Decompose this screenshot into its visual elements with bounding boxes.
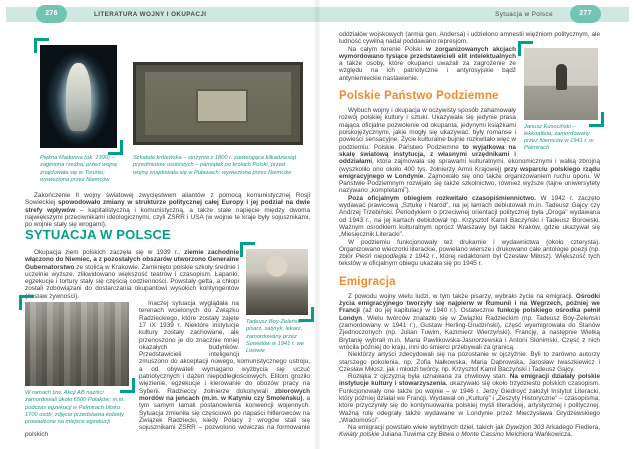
corner-bracket-icon: [299, 307, 314, 322]
corner-bracket-icon: [240, 242, 255, 257]
paragraph: Inaczej sytuacja wyglądała na terenach wcielonych do Związku Radzieckiego, które zostały zajęte 17 IX 1939 r. Niektóre instytucje kultury zostały zachowane, ale przenoszono je do znacznie mniej okazałych budynków. Przedstawicieli inteligencji zmuszono do akceptacji nowego, komunistycznego ustroju, a od obywateli wymagano wyzbycia się uczuć patriotycznych i dążeń niepodległościowych. Elitom groziło więzienie, egzekucje i kierowanie do obozów pracy na Syberii. Radzieccy żołnierze dokonywali zbiorowych mordów na jeńcach (m.in. w Katyniu czy Smoleńsku), a tym samym łamali postanowienia konwencji wojennych. Sytuacja zmieniła się częściowo po napaści hitlerowców na Związek Radziecki, kiedy Polacy z wrogów stali się sojusznikami ZSRR – pozwolono wówczas na formowanie polskich: [25, 300, 310, 439]
akcja-ab-photo: [25, 302, 129, 386]
page-number-badge-left: 276: [36, 5, 67, 23]
page-seam: [313, 0, 321, 449]
boy-zelenski-photo: [246, 249, 308, 315]
corner-bracket-icon: [34, 38, 49, 53]
intro-paragraph: [25, 192, 310, 228]
page-number-badge-right: 277: [570, 5, 601, 23]
szkatula-caption: Szkatuła królewska – skrzynia z 1800 r. zawierająca kilkadziesiąt przedmiotów osobistych – pamiątek po królach Polski, przed wojną znajdowała się w Puławach; wywieziona przez Niemców: [133, 155, 297, 176]
paragraph: Rozłąka z ojczyzną była uznawana za chwilowy stan. Na emigracji działały polskie instytucje kultury i stowarzyszenia, ukazywało się około trzydziestu polskich czasopism. Funkcjonowały one także po wojnie – w 1946 r. Jerzy Giedroyć założył Instytut Literacki, który później działał we Francji. Wydawał on „Kulturę” i „Zeszyty Historyczne” – czasopisma, które przyczyniły się do kontynuowania polskiej myśli literackiej, artystycznej i politycznej. Ważną rolę odegrały także wydawane w Londynie przez Mieczysława Grydzewskiego „Wiadomości”.: [339, 373, 601, 424]
right-page-text: [339, 31, 600, 439]
figure-kusocinski: [524, 48, 600, 153]
paragraph: Na całym terenie Polski w zorganizowanych akcjach wymordowano tysiące przedstawicieli elit intelektualnych a także osoby, które okupanci uważali za zagrożenie ze względu na ich patriotyczne i antyrosyjskie bądź antyniemieckie nastawienie.: [339, 45, 516, 82]
akcja-ab-caption: W ramach tzw. Akcji AB naziści zamordowali około 6500 Polaków; m.in. podczas egzekucji w Palmirach blisko 1700 osób; zdjęcie przedstawia kobiety prowadzone na miejsce egzekucji: [25, 390, 125, 426]
section-heading-sytuacja: SYTUACJA W POLSCE: [25, 227, 171, 242]
paragraph: Z powodu wojny wielu ludzi, w tym także pisarzy, wybrało życie na emigracji. Ośrodki życia emigracyjnego tworzyły się najpierw w Rumunii i na Węgrzech, później we Francji (aż do jej kapitulacji w 1940 r.). Ostatecznie funkcję polskiego ośrodka pełnił Londyn. Wielu twórców znalazło się w Związku Radzieckim (np. Tadeusz Boy-Żeleński (zamordowany w 1941 r.), Gustaw Herling-Grudziński), część wyemigrowała do Stanów Zjednoczonych (np. Julian Tuwim, Kazimierz Wierzyński). Francję, a następnie Wielką Brytanię wybrali m.in. Maria Pawlikowska-Jasnorzewska i Antoni Słonimski. Część z nich wróciła później do kraju, inni do śmierci przebywali za granicą.: [339, 292, 600, 351]
paragraph: oddziałów wojskowych (armia gen. Andersa) i udzielono amnestii więźniom politycznym, ale ludność cywilną nadal poddawano represjom.: [339, 31, 600, 46]
paragraph: Na emigracji powstało wiele wybitnych dzieł, takich jak Dywizjon 303 Arkadego Fiedlera, Kwiaty polskie Juliana Tuwima czy Bitwa o Monte Cassino Melchiora Wańkowicza.: [339, 424, 600, 439]
page-276: [0, 0, 317, 449]
paragraph: Niektórzy artyści zdecydowali się na pozostanie w ojczyźnie. Byli to zarówno autorzy starszego pokolenia, np. Zofia Nałkowska, Maria Dąbrowska, Jarosław Iwaszkiewicz i Czesław Miłosz, jak i młodzi twórcy, np. Krzysztof Kamil Baczyński i Tadeusz Gajcy.: [339, 351, 600, 373]
kusocinski-caption: Janusz Kusociński – lekkoatleta, zamordowany przez Niemców w 1941 r. w Palmirach: [524, 123, 594, 152]
szkatula-photo: [133, 62, 303, 145]
madonna-caption: Piękna Madonna (ok. 1390) – zaginiona rzeźba, przed wojną znajdowała się w Toruniu; wywieziona przez Niemców: [40, 155, 117, 183]
paragraph: W podziemiu funkcjonowały też drukarnie i wydawnictwa (około czterysta). Organizowano wieczorki literackie, powielano wiersze i drukowano całe antologie poezji (np. zbiór Pieśń niepodległa z 1942 r., której redaktorem był Czesław Miłosz). Większość tych tekstów w oficjalnym obiegu ukazała się po 1945 r.: [339, 238, 600, 268]
corner-bracket-icon: [19, 295, 34, 310]
corner-bracket-icon: [518, 41, 533, 56]
paragraph: Wybuch wojny i okupacja w oczywisty sposób zahamowały rozwój polskiej kultury i sztuki. Ukazywała się jedynie prasa mająca oficjalne pozwolenie od okupanta, jedynymi książkami polskojęzycznymi, jakie mogły się ukazywać, były romanse i powieści sensacyjne. Życie kulturalne bujnie rozkwitało więc w podziemiu. Polskie Państwo Podziemne to wyjątkowa na skalę światową instytucja, z własnymi urzędnikami i oddziałami, która zajmowała się sprawami kulturalnymi, ekonomicznymi i walką zbrojną (wyszkoliło ono około 400 tys. żołnierzy Armii Krajowej) przy wsparciu polskiego rządu emigracyjnego w Londynie. Zajmowało się ono także organizowaniem ruchu oporu. W Państwie Podziemnym rozwijało się także szkolnictwo, również wyższe (tajne uniwersytety nazywano „kompletami”).: [339, 107, 600, 195]
section-heading-emigracja: Emigracja: [339, 275, 396, 288]
paragraph: Zakończenie II wojny światowej zwycięstwem aliantów z pomocą komunistycznej Rosji Sowieckiej spowodowało zmiany w strukturze politycznej całej Europy i jej podział na dwie strefy wpływów – kapitalistyczną i komunistyczną, a także stałe napięcie między dwoma największymi przeciwnikami ideologicznymi, czyli ZSRR i USA (w wojnie te kraje były sojusznikami, po wojnie stały się wrogami).: [25, 192, 310, 229]
boy-zelenski-caption: Tadeusz Boy-Żeleński – pisarz, satyryk, lekarz, zamordowany przez Sowietów w 1941 r. we Lwowie: [246, 319, 307, 355]
running-header: Sytuacja w Polsce: [495, 11, 553, 18]
corner-bracket-icon: [589, 112, 604, 127]
figure-akcja-ab: [25, 302, 131, 426]
section-heading-podziemne: Polskie Państwo Podziemne: [339, 90, 499, 103]
figure-boy-zelenski: [246, 249, 310, 355]
corner-bracket-icon: [108, 140, 123, 155]
kusocinski-photo: [524, 48, 598, 120]
figure-madonna: [40, 45, 117, 184]
left-page-text: [25, 249, 310, 439]
page-277: [317, 0, 635, 449]
figure-szkatula: [133, 62, 303, 177]
madonna-photo: [40, 45, 117, 148]
corner-bracket-icon: [120, 378, 135, 393]
paragraph: Poza oficjalnym obiegiem rozkwitało czasopiśmiennictwo. W 1942 r. zaczęto wydawać prawicową „Sztukę i Naród”, na jej łamach debiutowali m.in. Tadeusz Gajcy czy Andrzej Trzebiński. Periodykiem o przeciwnej orientacji politycznej była „Droga” wydawana od 1943 r., na jej kartach debiutował np. Krzysztof Kamil Baczyński i Tadeusz Borowski. Ważnym ośrodkiem kulturalnym oprócz Warszawy był także Kraków, gdzie ukazywał się „Miesięcznik Literacki”.: [339, 194, 600, 239]
chapter-title: LITERATURA WOJNY I OKUPACJI: [94, 11, 207, 18]
paragraph: Okupacja ziem polskich zaczęła się w 1939 r., ziemie zachodnie włączono do Niemiec, a z pozostałych obszarów utworzono Generalne Gubernatorstwo ze stolicą w Krakowie. Zamknięto polskie szkoły średnie i uczelnie wyższe, zlikwidowano większość teatrów i czasopism. Łapanki, egzekucje i tortury stały się częścią codzienności. Powstały getta, a chłopi zostali zobowiązani do dostarczania okupantowi wysokich kontyngentów (dostaw żywności).: [25, 249, 239, 300]
